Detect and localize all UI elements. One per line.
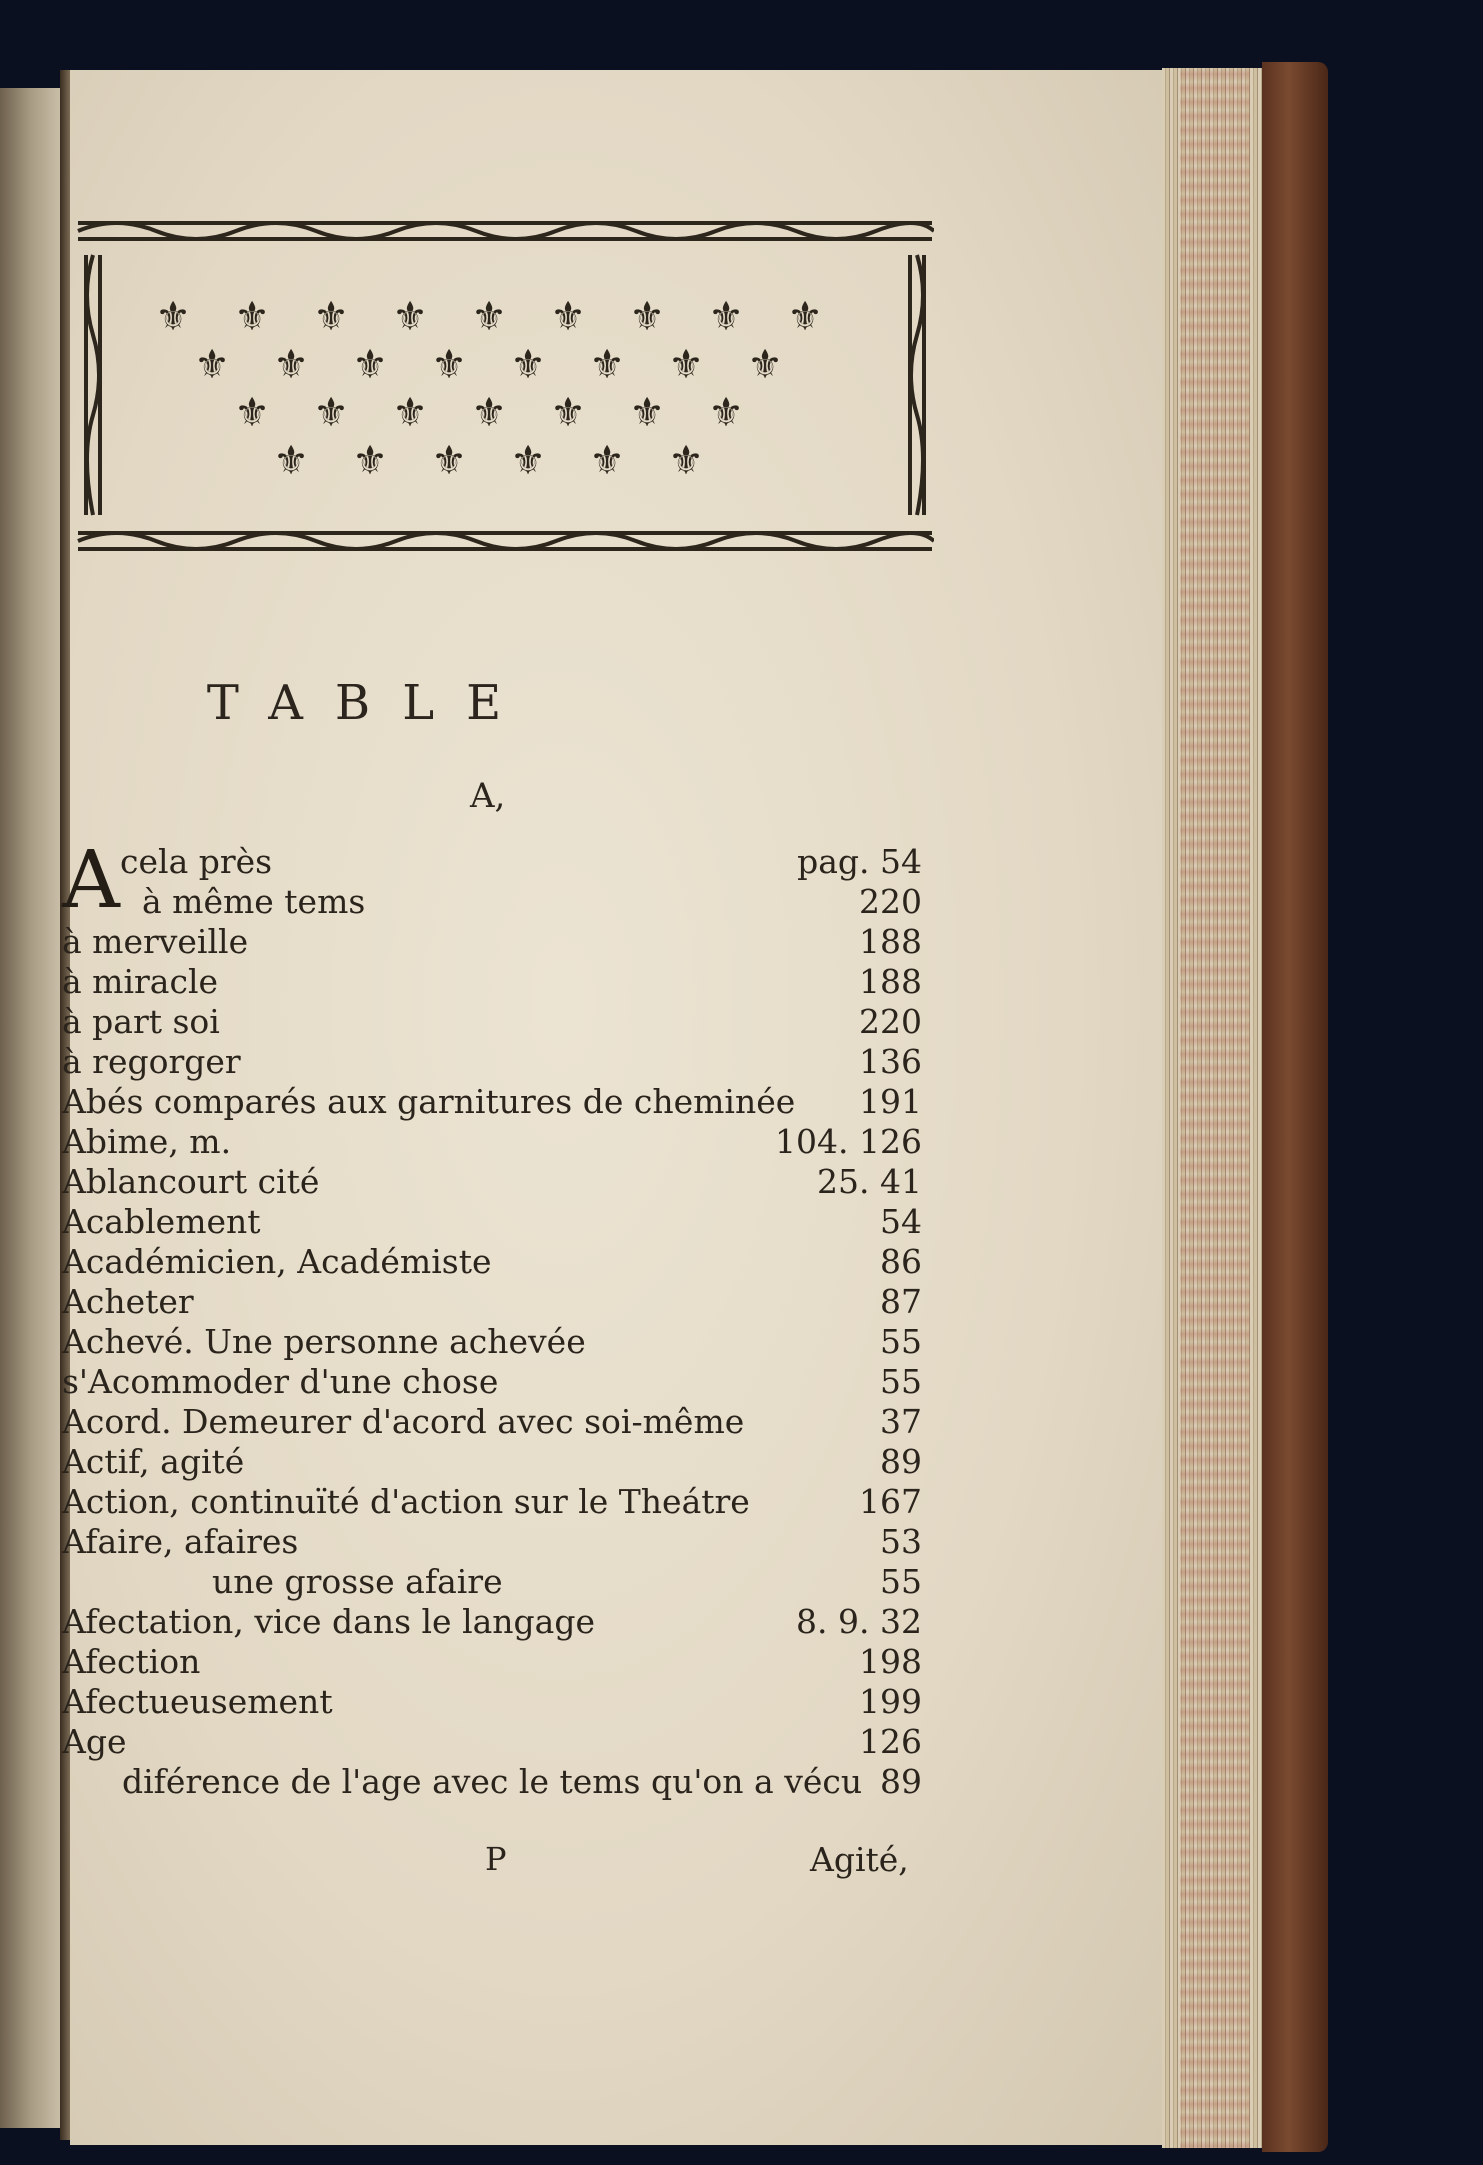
entry-page: 54 xyxy=(880,1202,922,1241)
entry-page: 136 xyxy=(859,1042,922,1081)
entry-label: à merveille xyxy=(62,922,249,961)
index-entry xyxy=(62,1322,922,1362)
entry-label: diférence de l'age avec le tems qu'on a vécu xyxy=(122,1762,863,1801)
svg-text:⚜: ⚜ xyxy=(629,390,665,436)
entry-page: 89 xyxy=(880,1442,922,1481)
entry-label: Afaire, afaires xyxy=(62,1522,299,1561)
section-letter: A, xyxy=(470,776,506,816)
entry-label: à regorger xyxy=(62,1042,241,1081)
entry-label: Ablancourt cité xyxy=(62,1162,320,1201)
svg-text:⚜: ⚜ xyxy=(352,438,388,484)
index-entry xyxy=(62,1762,922,1802)
svg-text:⚜: ⚜ xyxy=(668,342,704,388)
entry-page: 89 xyxy=(880,1762,922,1801)
headpiece-ornament xyxy=(76,215,934,565)
index-entry xyxy=(62,1522,922,1562)
entry-label: Acheter xyxy=(62,1282,194,1321)
index-entry xyxy=(62,1202,922,1242)
svg-text:⚜: ⚜ xyxy=(471,390,507,436)
entry-page: 8. 9. 32 xyxy=(796,1602,922,1641)
svg-text:⚜: ⚜ xyxy=(234,294,270,340)
index-entry xyxy=(62,962,922,1002)
entry-page: 220 xyxy=(859,882,922,921)
entry-label: Actif, agité xyxy=(62,1442,245,1481)
index-entry xyxy=(62,1242,922,1282)
entry-label: Achevé. Une personne achevée xyxy=(62,1322,586,1361)
index-entry xyxy=(62,1402,922,1442)
index-entry xyxy=(62,1562,922,1602)
page-edge-stain xyxy=(1180,68,1250,2148)
signature-mark: P xyxy=(485,1840,507,1878)
entry-label: Abés comparés aux garnitures de cheminée xyxy=(62,1082,796,1121)
entry-page: 188 xyxy=(859,922,922,961)
svg-text:⚜: ⚜ xyxy=(668,438,704,484)
catchword: Agité, xyxy=(810,1840,909,1879)
entry-label: Afection xyxy=(62,1642,201,1681)
svg-text:⚜: ⚜ xyxy=(352,342,388,388)
entry-page: 188 xyxy=(859,962,922,1001)
entry-page: 220 xyxy=(859,1002,922,1041)
entry-page: 53 xyxy=(880,1522,922,1561)
entry-page: 126 xyxy=(859,1722,922,1761)
svg-text:⚜: ⚜ xyxy=(550,294,586,340)
entry-page: 25. 41 xyxy=(817,1162,922,1201)
entry-label: Afectation, vice dans le langage xyxy=(62,1602,596,1641)
entry-page: 199 xyxy=(859,1682,922,1721)
svg-text:⚜: ⚜ xyxy=(471,294,507,340)
index-entry xyxy=(62,1122,922,1162)
entry-page: 55 xyxy=(880,1362,922,1401)
entry-label: Abime, m. xyxy=(62,1122,232,1161)
svg-text:⚜: ⚜ xyxy=(313,294,349,340)
entry-page: 86 xyxy=(880,1242,922,1281)
entry-label: Académicien, Académiste xyxy=(62,1242,492,1281)
svg-text:⚜: ⚜ xyxy=(273,342,309,388)
entry-label: Action, continuïté d'action sur le Theátre xyxy=(62,1482,750,1521)
svg-text:⚜: ⚜ xyxy=(550,390,586,436)
svg-text:⚜: ⚜ xyxy=(708,390,744,436)
entry-label: Age xyxy=(62,1722,127,1761)
svg-text:⚜: ⚜ xyxy=(194,342,230,388)
svg-text:⚜: ⚜ xyxy=(392,294,428,340)
entry-page: 104. 126 xyxy=(775,1122,922,1161)
entry-label: Acablement xyxy=(62,1202,261,1241)
svg-text:⚜: ⚜ xyxy=(708,294,744,340)
index-entry xyxy=(62,1002,922,1042)
svg-text:⚜: ⚜ xyxy=(510,438,546,484)
svg-text:⚜: ⚜ xyxy=(313,390,349,436)
svg-text:⚜: ⚜ xyxy=(747,342,783,388)
index-entry xyxy=(62,1682,922,1722)
svg-text:⚜: ⚜ xyxy=(234,390,270,436)
book-cover xyxy=(1262,62,1328,2152)
svg-text:⚜: ⚜ xyxy=(787,294,823,340)
page-title: TABLE xyxy=(206,675,534,731)
facing-page-edge xyxy=(0,88,60,2128)
index-entry xyxy=(62,1602,922,1642)
entry-label: à miracle xyxy=(62,962,219,1001)
svg-text:⚜: ⚜ xyxy=(589,438,625,484)
svg-text:⚜: ⚜ xyxy=(431,438,467,484)
entry-page: 55 xyxy=(880,1322,922,1361)
entry-page: 37 xyxy=(880,1402,922,1441)
entry-page: 167 xyxy=(859,1482,922,1521)
index-entry xyxy=(62,1362,922,1402)
entry-label: Afectueusement xyxy=(62,1682,333,1721)
entry-page: 198 xyxy=(859,1642,922,1681)
index-entry xyxy=(62,922,922,962)
svg-text:⚜: ⚜ xyxy=(155,294,191,340)
drop-capital: A xyxy=(62,833,120,926)
entry-label: à part soi xyxy=(62,1002,220,1041)
svg-text:⚜: ⚜ xyxy=(392,390,428,436)
index-entry xyxy=(62,1282,922,1322)
index-entry xyxy=(62,882,922,922)
entry-page: 55 xyxy=(880,1562,922,1601)
svg-text:⚜: ⚜ xyxy=(589,342,625,388)
index-entry xyxy=(62,1642,922,1682)
entry-label: à même tems xyxy=(142,882,366,921)
svg-text:⚜: ⚜ xyxy=(273,438,309,484)
index-entry xyxy=(62,1042,922,1082)
index-entry xyxy=(62,1442,922,1482)
index-entry xyxy=(62,1722,922,1762)
svg-text:⚜: ⚜ xyxy=(431,342,467,388)
entry-label: s'Acommoder d'une chose xyxy=(62,1362,499,1401)
entry-page: 191 xyxy=(859,1082,922,1121)
entry-label: une grosse afaire xyxy=(212,1562,503,1601)
entry-page: 87 xyxy=(880,1282,922,1321)
index-entry xyxy=(62,1482,922,1522)
entry-label: cela près xyxy=(120,842,273,881)
svg-text:⚜: ⚜ xyxy=(510,342,546,388)
entry-label: Acord. Demeurer d'acord avec soi-même xyxy=(62,1402,745,1441)
svg-text:⚜: ⚜ xyxy=(629,294,665,340)
index-entry xyxy=(62,1162,922,1202)
index-entry xyxy=(62,842,922,882)
index-entry xyxy=(62,1082,922,1122)
entry-page: pag. 54 xyxy=(797,842,922,881)
